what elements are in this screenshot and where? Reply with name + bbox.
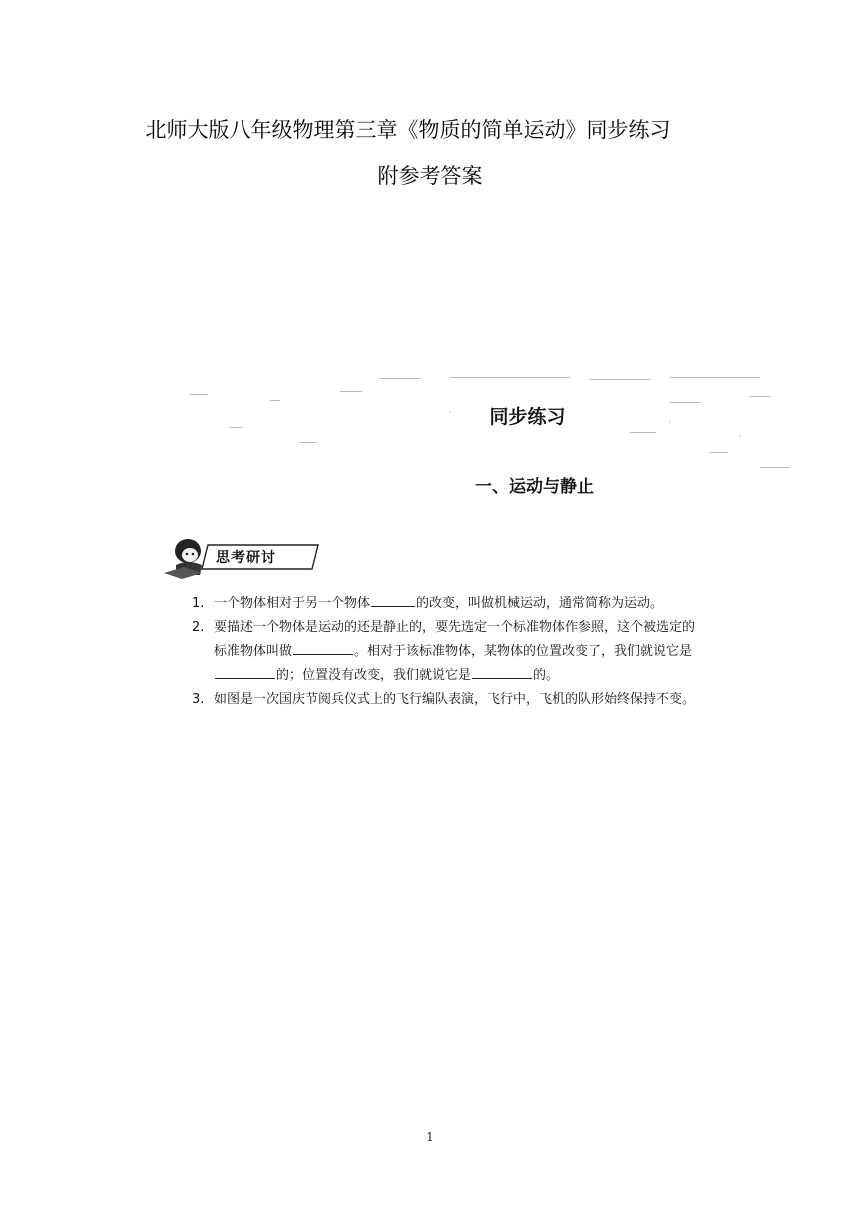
answer-blank xyxy=(293,640,353,655)
subsection-title: 一、运动与静止 xyxy=(475,477,594,497)
answer-blank xyxy=(371,592,415,607)
question-text: 的；位置没有改变，我们就说它是 xyxy=(276,668,472,683)
question-text: 的改变，叫做机械运动，通常简称为运动。 xyxy=(416,596,664,611)
question-text: 标准物体叫做 xyxy=(214,644,293,659)
question-3 xyxy=(192,688,812,712)
answer-blank xyxy=(472,664,532,679)
document-subtitle: 附参考答案 xyxy=(377,164,483,188)
question-list xyxy=(192,592,812,712)
question-number: 1. xyxy=(192,596,205,611)
discussion-badge xyxy=(162,535,332,579)
question-text: 。相对于该标准物体，某物体的位置改变了，我们就说它是 xyxy=(354,644,693,659)
question-text: 的。 xyxy=(533,668,560,683)
scanned-exercise-page xyxy=(150,372,815,722)
question-text: 如图是一次国庆节阅兵仪式上的飞行编队表演，飞行中，飞机的队形始终保持不变。 xyxy=(214,692,696,707)
question-number: 2. xyxy=(192,620,205,635)
badge-label: 思考研讨 xyxy=(216,550,276,566)
question-1 xyxy=(192,592,812,616)
question-2 xyxy=(192,616,812,688)
question-number: 3. xyxy=(192,692,205,707)
answer-blank xyxy=(215,664,275,679)
question-text: 一个物体相对于另一个物体 xyxy=(214,596,371,611)
document-title: 北师大版八年级物理第三章《物质的简单运动》同步练习 xyxy=(145,118,671,142)
page-number: 1 xyxy=(426,1130,434,1144)
question-text: 要描述一个物体是运动的还是静止的，要先选定一个标准物体作参照，这个被选定的 xyxy=(214,620,696,635)
section-title: 同步练习 xyxy=(489,406,566,428)
